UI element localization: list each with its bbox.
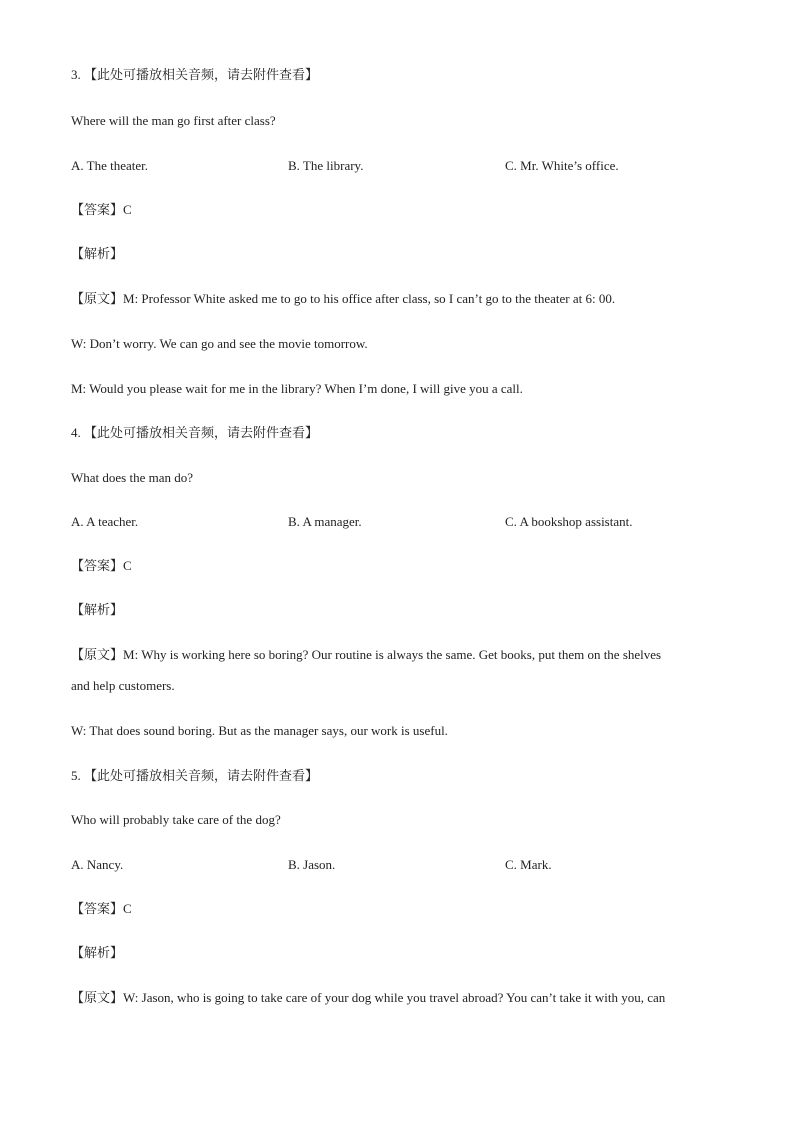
q3-heading [71, 67, 318, 84]
q4-option-c: C. A bookshop assistant. [505, 514, 633, 529]
q4-option-a: A. A teacher. [71, 514, 139, 529]
q4-analysis-tag: 【解析】 [71, 603, 124, 618]
q3-answer-value: C [123, 202, 132, 217]
q4-transcript-tag: 【原文】 [71, 648, 124, 663]
q5-transcript-text-1: W: Jason, who is going to take care of your dog while you travel abroad? You can’t take it with you, can [123, 990, 666, 1005]
q4-question: What does the man do? [71, 470, 194, 485]
q4-answer [71, 558, 132, 575]
q5-option-c: C. Mark. [505, 857, 552, 872]
q3-transcript-line-2: W: Don’t worry. We can go and see the movie tomorrow. [71, 336, 368, 351]
q3-option-a: A. The theater. [71, 158, 149, 173]
q3-option-c: C. Mr. White’s office. [505, 158, 619, 173]
q3-number: 3. [71, 67, 81, 82]
q5-transcript-line-1 [71, 990, 665, 1007]
q5-transcript-tag: 【原文】 [71, 991, 124, 1006]
q4-transcript-line-1-cont: and help customers. [71, 678, 175, 693]
q3-option-b: B. The library. [288, 158, 364, 173]
q4-transcript-line-2: W: That does sound boring. But as the manager says, our work is useful. [71, 723, 448, 738]
q5-answer-tag: 【答案】 [71, 902, 124, 917]
q5-heading [71, 768, 318, 785]
q5-number: 5. [71, 768, 81, 783]
q3-transcript-line-1 [71, 291, 615, 308]
q5-audio-note: 【此处可播放相关音频，请去附件查看】 [84, 769, 319, 784]
q4-answer-value: C [123, 558, 132, 573]
q3-transcript-text-1: M: Professor White asked me to go to his office after class, so I can’t go to the theater at 6: 00. [123, 291, 616, 306]
q3-answer-tag: 【答案】 [71, 203, 124, 218]
q3-analysis-tag: 【解析】 [71, 247, 124, 262]
q4-audio-note: 【此处可播放相关音频，请去附件查看】 [84, 426, 319, 441]
q3-transcript-tag: 【原文】 [71, 292, 124, 307]
q5-question: Who will probably take care of the dog? [71, 812, 281, 827]
q3-answer [71, 202, 132, 219]
q4-transcript-text-1: M: Why is working here so boring? Our routine is always the same. Get books, put them on the shelves [123, 647, 662, 662]
q5-answer [71, 901, 132, 918]
q4-number: 4. [71, 425, 81, 440]
q5-analysis-tag: 【解析】 [71, 946, 124, 961]
q3-audio-note: 【此处可播放相关音频，请去附件查看】 [84, 68, 319, 83]
q5-option-b: B. Jason. [288, 857, 336, 872]
q3-question: Where will the man go first after class? [71, 113, 276, 128]
q5-option-a: A. Nancy. [71, 857, 124, 872]
q5-answer-value: C [123, 901, 132, 916]
q4-answer-tag: 【答案】 [71, 559, 124, 574]
q4-option-b: B. A manager. [288, 514, 362, 529]
q3-transcript-line-3: M: Would you please wait for me in the library? When I’m done, I will give you a call. [71, 381, 523, 396]
q4-transcript-line-1 [71, 647, 661, 664]
q4-heading [71, 425, 318, 442]
